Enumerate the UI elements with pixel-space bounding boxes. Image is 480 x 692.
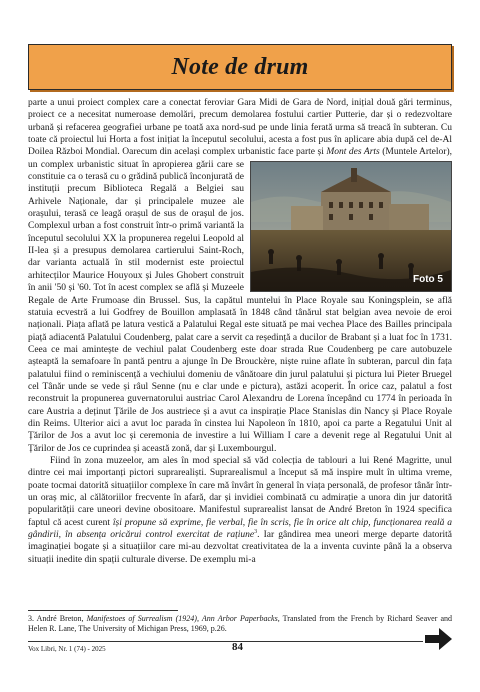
page-number: 84: [232, 641, 243, 653]
paragraph-1: [28, 97, 452, 455]
footnote-prefix: 3. André Breton,: [28, 614, 87, 623]
painting-image: [251, 162, 451, 291]
right-arrow-icon[interactable]: [425, 628, 452, 650]
photo-label: Foto 5: [413, 274, 443, 286]
paragraph-2-text: Fiind în zona muzeelor, am ales în mod special să văd colecția de tablouri a lui René Magritte, unul dintre cei mai importanți pictori suprarealiști. Suprarealismul a început să mă inspire mult în ultima vreme, poate tocmai datorită situațiilor complexe în care mă învârt în general în viața personală, de profesor tânăr într-un oraș mic, al călătoriilor frecvente în afară, dar și invidiei combinată cu admirație a unora din jur datorită popularității care uneori devine obositoare. Manifestul suprarealist lansat de André Breton în 1924 specifica faptul că acest curent: [28, 455, 452, 528]
paragraph-2-rest: . Iar gândirea mea uneori merge departe datorită imaginației bogate și a situațiilor care mi-au dezvoltat creativitatea de la a inventa cuvinte până la a observa situații inedite din spații culturale diverse. De exemplu mi-a: [28, 530, 453, 565]
footnote-rest: , Translated from the French by Richard Seaver and Helen R. Lane, The University of Michigan Press, 1969, p.26.: [28, 614, 453, 633]
footer-divider: [28, 641, 423, 642]
journal-info: Vox Libri, Nr. 1 (74) - 2025: [28, 645, 106, 653]
section-title: Note de drum: [171, 53, 309, 80]
paragraph-1-italic: Mont des Arts: [326, 147, 380, 158]
footnote-italic: Manifestoes of Surrealism (1924), Ann Arbor Paperbacks: [86, 614, 278, 623]
footnote-ref[interactable]: 3: [254, 528, 258, 535]
paragraph-1-text: parte a unui proiect complex care a conectat feroviar Gara Midi de Gara de Nord, inițial două gări terminus, proiect ce a necesitat numeroase demolări, precum demolarea fostului cartier Putterie, dar și o redezvoltare urbană și refacerea geografiei urbane pe toată axa nord-sud pe unde linia ferată urma să treacă în subteran. Cu toate că proiectul lui Horta a fost inițiat la începutul secolului, acesta a fost pus în aplicare abia după cel de-Al Doilea Război Mondial. Oarecum din același complex urbanistic face parte și: [28, 98, 452, 158]
article-body: [28, 97, 452, 566]
paragraph-1-rest: (Muntele Artelor), un complex urbanistic situat în apropierea gării care se constituie ca o terasă cu o grădină publică înconjurată de instituții precum Biblioteca Regală a Belgiei sau Arhivele Naționale, dar și principalele muzee ale orașului, terasă ce leagă orașul de sus de orașul de jos. Complexul urban a fost construit într-o primă variantă la începutul secolului XX la propunerea regelui Leopold al II-lea și a presupus demolarea cartierului Saint-Roch, dar varianta actuală în stil modernist este proiectul arhitecților Maurice Houyoux și Jules Ghobert construit în anii '50 și '60. Tot în acest complex se află și Muzeele Regale de Arte Frumoase din Brussel. Sus, la capătul muntelui în Place Royale sau Koningsplein, se află statuia ecvestră a lui Godfrey de Bouillon amplasată în 1848 când tânărul stat belgian avea nevoie de eroi naționali. Piața aflată pe latura vestică a Palatului Regal este situată pe mai vechea Place des Bailles principala piață adiacentă Palatului Coudenberg, palat care a servit ca reședință a ducilor de Brabant și a luat foc în 1731. Ceea ce mai amintește de vechiul palat Coudenberg este doar strada Rue Coudenberg pe care autobuzele așteaptă la semafoare în pantă pentru a ajunge în De Brouckère, niște ruine aflate în subteran, parcul din fața palatului fiind o reminiscență a vechiului domeniu de vânătoare din jurul palatului și pictura lui Pieter Bruegel cel Tânăr unde se vede și râul Senne (nu e clar unde e pictura), astăzi acoperit. În orice caz, palatul a fost reconstruit la propunerea guvernatorului austriac Carol Alexandru de Lorena începând cu 1774 în perioada în care Austria a deținut Țările de Jos austriece și a avut ca inspirație Place Stanislas din Nancy și Place Royale din Reims. Ulterior aici a avut loc parada în cinstea lui Napoleon în 1810, apoi ca parte a Regatului Unit al Țărilor de Jos a avut loc și ceremonia de investire a lui William I care a devenit rege al Regatului Unit al Țărilor de Jos ce cuprindea și această zonă, dar și Luxembourgul.: [28, 147, 452, 454]
paragraph-2: [28, 455, 452, 566]
photo-figure: [250, 161, 452, 292]
footnote: [28, 614, 452, 634]
footnote-divider: [28, 610, 178, 611]
paragraph-2-italic: își propune să exprime, fie verbal, fie în scris, fie în orice alt chip, funcționarea reală a gândirii, în absența oricărui control exercitat de rațiune: [28, 517, 452, 541]
section-banner: [28, 44, 452, 90]
